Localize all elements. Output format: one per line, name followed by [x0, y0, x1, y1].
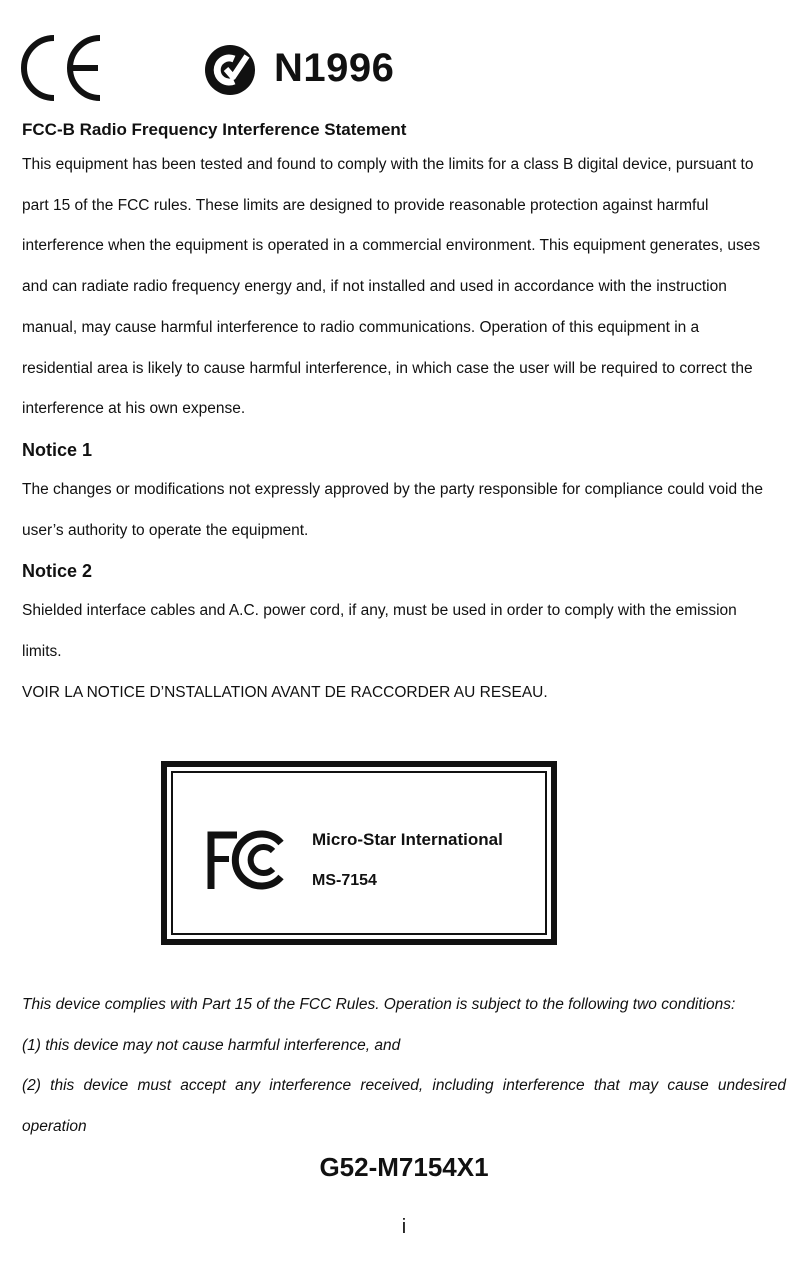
notice-1-line: user’s authority to operate the equipment. [22, 521, 309, 539]
statement-line: part 15 of the FCC rules. These limits are designed to provide reasonable protection against harmful [22, 196, 709, 214]
notice-2-heading: Notice 2 [22, 561, 93, 582]
notice-1-heading: Notice 1 [22, 439, 93, 460]
statement-line: and can radiate radio frequency energy and, if not installed and used in accordance with the instruction [22, 278, 727, 296]
statement-line: interference at his own expense. [22, 400, 246, 418]
compliance-condition-2: (2) this device must accept any interference received, including interference that may cause undesired [22, 1077, 786, 1095]
label-company: Micro-Star International [312, 830, 503, 849]
fcc-label-inner-border [171, 771, 547, 935]
page-number: i [401, 1216, 407, 1238]
compliance-intro: This device complies with Part 15 of the FCC Rules. Operation is subject to the following two conditions: [22, 996, 736, 1013]
n-number: N1996 [274, 46, 395, 90]
document-body [22, 115, 786, 713]
fcc-logo-icon [207, 829, 287, 891]
notice-2-line: Shielded interface cables and A.C. power cord, if any, must be used in order to comply with the emission [22, 602, 737, 620]
certification-logos [20, 30, 440, 110]
notice-2-line: limits. [22, 643, 62, 661]
label-model: MS-7154 [312, 872, 377, 889]
fcc-label-box [161, 761, 557, 945]
c-tick-mark-icon [204, 44, 256, 96]
statement-line: manual, may cause harmful interference to radio communications. Operation of this equipment in a [22, 318, 700, 336]
compliance-conditions [22, 985, 786, 1148]
notice-1-line: The changes or modifications not expressly approved by the party responsible for compliance could void the [22, 480, 763, 498]
document-code: G52-M7154X1 [319, 1152, 489, 1182]
ce-mark-icon [20, 32, 104, 104]
french-notice: VOIR LA NOTICE D’NSTALLATION AVANT DE RACCORDER AU RESEAU. [22, 683, 548, 701]
statement-line: interference when the equipment is operated in a commercial environment. This equipment generates, uses [22, 237, 761, 255]
compliance-condition-2-cont: operation [22, 1118, 87, 1136]
statement-line: residential area is likely to cause harmful interference, in which case the user will be required to correct the [22, 359, 753, 377]
fcc-statement-heading: FCC-B Radio Frequency Interference Statement [22, 120, 407, 139]
compliance-condition-1: (1) this device may not cause harmful interference, and [22, 1036, 401, 1054]
statement-line: This equipment has been tested and found to comply with the limits for a class B digital device, pursuant to [22, 156, 754, 173]
